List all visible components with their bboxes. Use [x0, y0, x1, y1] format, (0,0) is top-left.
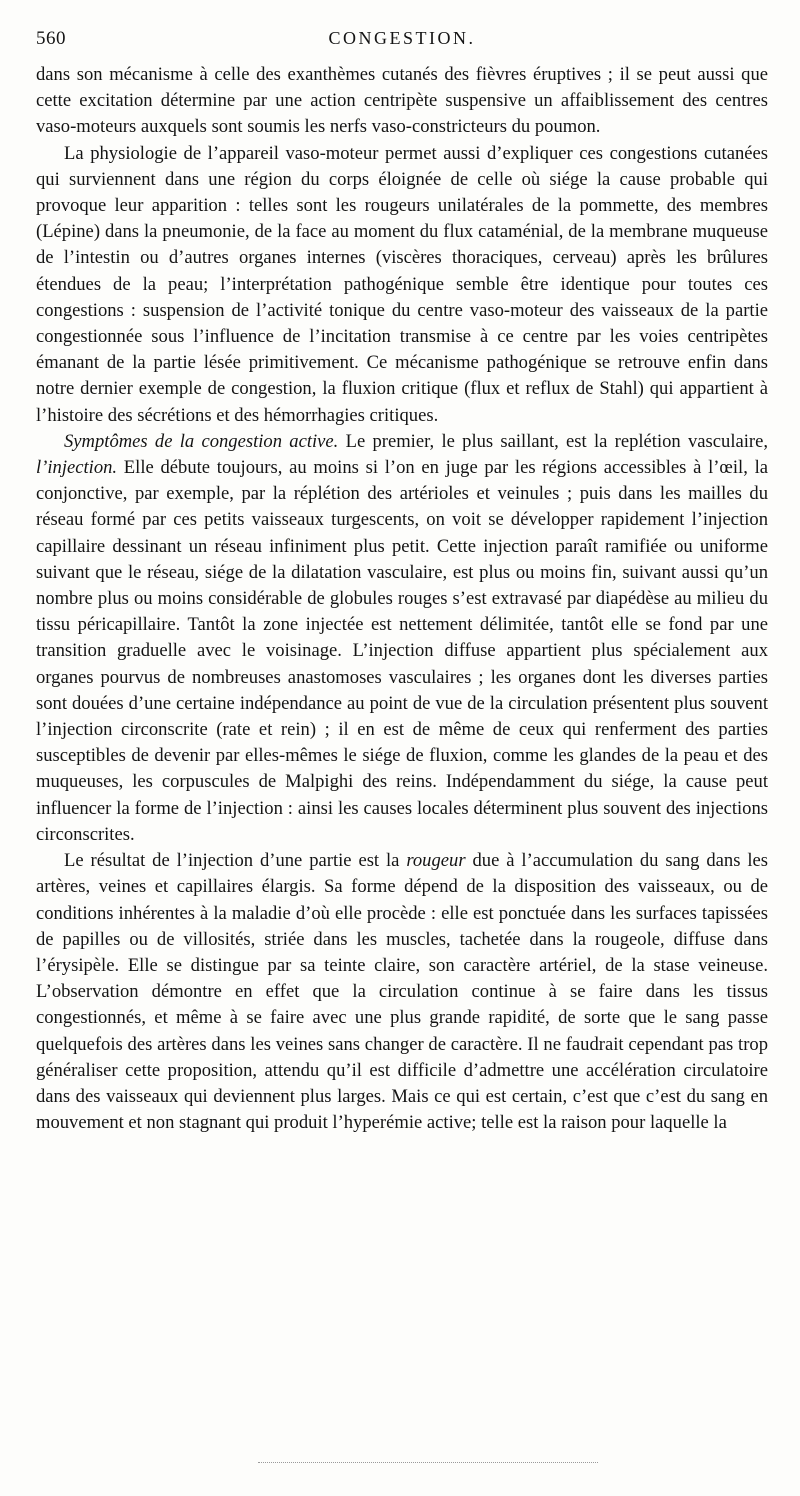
bottom-rule	[258, 1462, 598, 1463]
section-lead-heading: Symptômes de la congestion active.	[64, 430, 339, 452]
paragraph-symptoms	[36, 429, 768, 848]
paragraph-redness	[36, 848, 768, 1136]
emphasis-term: rougeur	[406, 850, 466, 872]
body-text	[36, 62, 768, 1136]
page-header	[36, 28, 768, 56]
running-title: CONGESTION.	[328, 28, 476, 48]
paragraph-text: due à l’accumulation du sang dans les artères, veines et capillaires élargis. Sa forme dépend de la disposition des vaisseaux, ou de conditions inhérentes à la maladie d’où elle procède : elle est ponctuée dans les surfaces tapissées de papilles ou de villosités, striée dans les muscles, tachetée dans la rougeole, diffuse dans l’érysipèle. Elle se distingue par sa teinte claire, son caractère artériel, de la stase veineuse. L’observation démontre en effet que la circulation continue à se faire dans les tissus congestionnés, et même à se faire avec une plus grande rapidité, de sorte que le sang passe quelquefois des artères dans les veines sans changer de caractère. Il ne faudrait cependant pas trop généraliser cette proposition, attendu qu’il est difficile d’admettre une accélération circulatoire dans des vaisseaux qui deviennent plus larges. Mais ce qui est certain, c’est que c’est du sang en mouvement et non stagnant qui produit l’hyperémie active; telle est la raison pour laquelle la	[36, 850, 768, 1134]
paragraph-physiology	[36, 141, 768, 429]
paragraph-text: La physiologie de l’appareil vaso-moteur permet aussi d’expliquer ces congestions cutanées qui surviennent dans une région du corps éloignée de celle où siége la cause probable qui provoque leur apparition : telles sont les rougeurs unilatérales de la pommette, des membres (Lépine) dans la pneumonie, de la face au moment du flux cataménial, de la membrane muqueuse de l’intestin ou d’autres organes internes (viscères thoraciques, cerveau) après les brûlures étendues de la peau; l’interprétation pathogénique semble être identique pour toutes ces congestions : suspension de l’activité tonique du centre vaso-moteur des vaisseaux de la partie congestionnée sous l’influence de l’incitation transmise à ce centre par les voies centripètes émanant de la partie lésée primitivement. Ce mécanisme pathogénique se retrouve enfin dans notre dernier exemple de congestion, la fluxion critique (flux et reflux de Stahl) qui appartient à l’histoire des sécrétions et des hémorrhagies critiques.	[36, 142, 768, 426]
paragraph-continuation	[36, 62, 768, 141]
paragraph-text: Elle débute toujours, au moins si l’on en juge par les régions accessibles à l’œil, la conjonctive, par exemple, par la réplétion des artérioles et veinules ; puis dans les mailles du réseau formé par ces petits vaisseaux turgescents, on voit se développer rapidement l’injection capillaire dessinant un réseau infiniment plus petit. Cette injection paraît ramifiée ou uniforme suivant que le réseau, siége de la dilatation vasculaire, est plus ou moins fin, suivant aussi qu’un nombre plus ou moins considérable de globules rouges s’est extravasé par diapédèse au milieu du tissu péricapillaire. Tantôt la zone injectée est nettement délimitée, tantôt elle se fond par une transition graduelle avec le voisinage. L’injection diffuse appartient plus spécialement aux organes pourvus de nombreuses anastomoses vasculaires ; les organes dont les diverses parties sont douées d’une certaine indépendance au point de vue de la circulation présentent plus souvent l’injection circonscrite (rate et rein) ; il en est de même de ceux qui renferment des parties susceptibles de devenir par elles-mêmes le siége de fluxion, comme les glandes de la peau et des muqueuses, les corpuscules de Malpighi des reins. Indépendamment du siége, la cause peut influencer la forme de l’injection : ainsi les causes locales déterminent plus souvent des injections circonscrites.	[36, 457, 768, 845]
paragraph-text: dans son mécanisme à celle des exanthèmes cutanés des fièvres éruptives ; il se peut aussi que cette excitation détermine par une action centripète suspensive un affaiblissement des centres vaso-moteurs auxquels sont soumis les nerfs vaso-constricteurs du poumon.	[36, 64, 768, 138]
paragraph-text: Le résultat de l’injection d’une partie est la	[64, 850, 407, 872]
paragraph-text: Le premier, le plus saillant, est la replétion vasculaire,	[338, 430, 768, 452]
emphasis-term: l’injection.	[36, 457, 118, 479]
page-number: 560	[36, 28, 66, 49]
